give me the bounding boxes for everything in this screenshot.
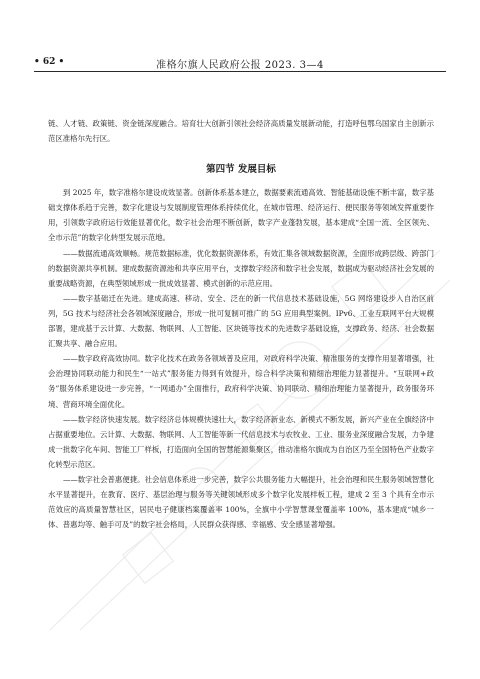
paragraph-overview: 到 2025 年，数字准格尔建设成效显著。创新体系基本建立，数据要素流通高效、智能基础设施不断丰富，数字基础支撑体系趋于完善，数字化建设与发展制度管理体系持续优化，在城市管理、经济运行、便民服务等领域发挥重要作用，引领数字政府运行效能显著优化，数字社会治理不断创新，数字产业蓬勃发展，基本建成“全国一流、全区领先、全市示范”的数字化转型发展示范地。 bbox=[48, 188, 434, 243]
intro-paragraph: 链、人才链、政策链、资金链深度融合。培育壮大创新引领社会经济高质量发展新动能，打造呼包鄂乌国家自主创新示范区准格尔先行区。 bbox=[48, 119, 434, 144]
section-heading: 第四节 发展目标 bbox=[206, 164, 276, 176]
publication-title: 准格尔旗人民政府公报 2023. 3—4 bbox=[156, 60, 324, 71]
page-header bbox=[34, 55, 446, 72]
document-body bbox=[48, 116, 434, 532]
paragraph-digital-society: ——数字社会普惠便捷。社会信息体系进一步完善，数字公共服务能力大幅提升，社会治理和民生服务领域智慧化水平显著提升，在教育、医疗、基层治理与服务等关键领域形成多个数字化发展样板工程，建成 2 至 3 个具有全市示范效应的高质量智慧社区，居民电子健康档案覆盖率 100%，全旗中小学智慧课堂覆盖率 100%，基本建成“城乡一体、普惠均等、触手可及”的数字社会格局，人民群众获得感、幸福感、安全感显著增强。 bbox=[48, 474, 434, 530]
page-number: • 62 • bbox=[34, 57, 65, 67]
paragraph-digital-government: ——数字政府高效协同。数字化技术在政务各领域普及应用，对政府科学决策、精准服务的支撑作用显著增强，社会治理协同联动能力和民生“一站式”服务能力得到有效提升，综合科学决策和精细治理能力显著提升。“互联网+政务”服务体系建设进一步完善，“一网通办”全面推行，政府科学决策、协同联动、精细治理能力显著提升，政务服务环境、营商环境全面优化。 bbox=[48, 354, 434, 409]
paragraph-data-flow: ——数据流通高效顺畅。规范数据标准，优化数据资源体系，有效汇集各领域数据资源，全面形成跨层级、跨部门的数据资源共享机制。建成数据资源池和共享应用平台，支撑数字经济和数字社会发展，数据成为驱动经济社会发展的重要战略资源，在典型领域形成一批成效显著、模式创新的示范应用。 bbox=[48, 248, 434, 288]
paragraph-infrastructure: ——数字基础迁在先进。建成高速、移动、安全、泛在的新一代信息技术基础设施，5G 网络建设步入自治区前列，5G 技术与经济社会各领域深度融合，形成一批可复制可推广的 5G 应用典型案例。IPv6、工业互联网平台大规模部署，建成基于云计算、大数据、物联网、人工智能、区块链等技术的先进数字基础设施，支撑政务、经济、社会数据汇聚共享、融合应用。 bbox=[48, 293, 434, 349]
paragraph-digital-economy: ——数字经济快速发展。数字经济总体规模快速壮大，数字经济新业态、新模式不断发展，新兴产业在全旗经济中占据重要地位。云计算、大数据、物联网、人工智能等新一代信息技术与农牧业、工业、服务业深度融合发展，力争建成一批数字化车间、智能工厂样板，打造面向全国的智慧能源集聚区，推动准格尔旗成为自治区乃至全国特色产业数字化转型示范区。 bbox=[48, 414, 434, 469]
